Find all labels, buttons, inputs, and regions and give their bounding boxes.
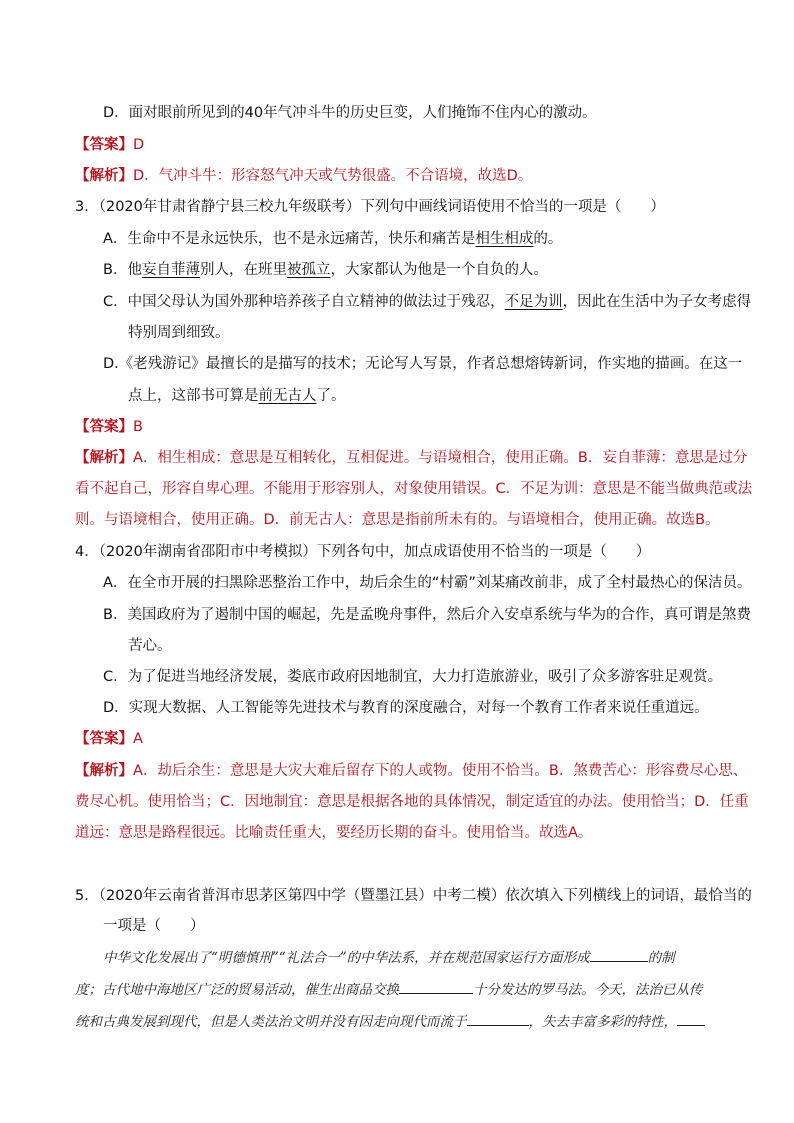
fill-blank (590, 947, 648, 962)
material-text: 度；古代地中海地区广泛的贸易活动，催生出商品交换 (75, 982, 399, 998)
q3-analysis-line3: 则。与语境相合，使用正确。D．前无古人：意思是指前所未有的。与语境相合，使用正确。故选B。 (75, 512, 720, 528)
answer-value: A (133, 731, 143, 747)
analysis-label: 【解析】 (75, 763, 133, 779)
q5-stem-line2: 一项是（ ） (103, 918, 205, 934)
q3-option-a (103, 227, 562, 248)
answer-value: B (133, 419, 143, 435)
q2-analysis (75, 164, 532, 185)
q5-material-line1 (103, 946, 675, 966)
underlined-term: 不足为训 (504, 294, 563, 310)
material-text: 十分发达的罗马法。今天，法治已从传 (473, 982, 703, 998)
q3-option-d-line1: D.《老残游记》最擅长的是描写的技术；无论写人写景，作者总想熔铸新词，作实地的描画。在这一 (103, 356, 743, 372)
material-text: 中华文化发展出了“明德慎刑”“礼法合一”的中华法系，并在规范国家运行方面形成 (103, 950, 590, 966)
option-text: C．中国父母认为国外那种培养孩子自立精神的做法过于残忍， (103, 294, 505, 310)
option-text: 的。 (533, 231, 563, 247)
q4-analysis-line3: 道远：意思是路程很远。比喻责任重大，要经历长期的奋斗。使用恰当。故选A。 (75, 825, 593, 841)
option-text: 点上，这部书可算是 (128, 388, 259, 404)
q5-material-line3 (75, 1010, 705, 1030)
q3-analysis-line1 (75, 446, 747, 467)
option-text: 别人，在班里 (199, 262, 287, 278)
q3-option-c-line2: 特别周到细致。 (128, 325, 230, 341)
answer-label: 【答案】 (75, 137, 133, 153)
q4-option-d: D．实现大数据、人工智能等先进技术与教育的深度融合，对每一个教育工作者来说任重道远。 (103, 700, 709, 716)
q3-analysis-line2: 看不起自己，形容自卑心理。不能用于形容别人，对象使用错误。C．不足为训：意思是不能当做典范或法 (75, 481, 753, 497)
analysis-text: D．气冲斗牛：形容怒气冲天或气势很盛。不合语境，故选D。 (133, 168, 533, 184)
q4-option-b-line2: 苦心。 (128, 638, 172, 654)
underlined-term: 被孤立 (286, 262, 331, 278)
q4-option-b-line1: B．美国政府为了遏制中国的崛起，先是孟晚舟事件，然后介入安卓系统与华为的合作，真可谓是煞费 (103, 607, 751, 623)
option-text: B．他 (103, 262, 142, 278)
fill-blank (467, 1011, 529, 1026)
analysis-label: 【解析】 (75, 168, 133, 184)
material-text: 的制 (647, 950, 675, 966)
fill-blank (399, 979, 473, 994)
underlined-term: 妄自菲薄 (141, 262, 200, 278)
option-text: A．生命中不是永远快乐，也不是永远痛苦，快乐和痛苦是 (103, 231, 476, 247)
option-text: ，因此在生活中为子女考虑得 (562, 294, 752, 310)
q4-stem: 4．（2020年湖南省邵阳市中考模拟）下列各句中，加点成语使用不恰当的一项是（ ） (75, 544, 651, 560)
analysis-label: 【解析】 (75, 450, 133, 466)
q3-option-c-line1 (103, 290, 751, 311)
underlined-term: 相生相成 (475, 231, 534, 247)
q3-option-b (103, 258, 548, 279)
q5-material-line2 (75, 978, 703, 998)
q4-option-a: A．在全市开展的扫黑除恶整治工作中，劫后余生的“村霸”刘某痛改前非，成了全村最热心的保洁员。 (103, 575, 752, 591)
answer-label: 【答案】 (75, 731, 133, 747)
material-text: ，失去丰富多彩的特性， (528, 1014, 677, 1030)
q3-stem: 3．（2020年甘肃省静宁县三校九年级联考）下列句中画线词语使用不恰当的一项是（ ） (75, 199, 665, 215)
answer-label: 【答案】 (75, 419, 133, 435)
q4-answer (75, 727, 143, 748)
q4-analysis-line2: 费尽心机。使用恰当；C．因地制宜：意思是根据各地的具体情况，制定适宜的办法。使用恰当；D．任重 (75, 794, 749, 810)
q2-option-d: D．面对眼前所见到的40年气冲斗牛的历史巨变，人们掩饰不住内心的激动。 (103, 105, 597, 121)
fill-blank (677, 1011, 705, 1026)
q3-option-d-line2 (128, 384, 346, 405)
underlined-term: 前无古人 (258, 388, 317, 404)
q3-answer (75, 415, 143, 436)
analysis-text: A．劫后余生：意思是大灾大难后留存下的人或物。使用不恰当。B．煞费苦心：形容费尽心思、 (133, 763, 748, 779)
q5-stem-line1: 5．（2020年云南省普洱市思茅区第四中学（暨墨江县）中考二模）依次填入下列横线上的词语，最恰当的 (75, 888, 752, 904)
option-text: ，大家都认为他是一个自负的人。 (330, 262, 548, 278)
q2-answer (75, 133, 144, 154)
option-text: 了。 (316, 388, 346, 404)
material-text: 统和古典发展到现代，但是人类法治文明并没有因走向现代而流于 (75, 1014, 467, 1030)
analysis-text: A．相生相成：意思是互相转化，互相促进。与语境相合，使用正确。B．妄自菲薄：意思是过分 (133, 450, 748, 466)
answer-value: D (133, 137, 145, 153)
q4-option-c: C．为了促进当地经济发展，娄底市政府因地制宜，大力打造旅游业，吸引了众多游客驻足观赏。 (103, 669, 723, 685)
q4-analysis-line1 (75, 759, 747, 780)
